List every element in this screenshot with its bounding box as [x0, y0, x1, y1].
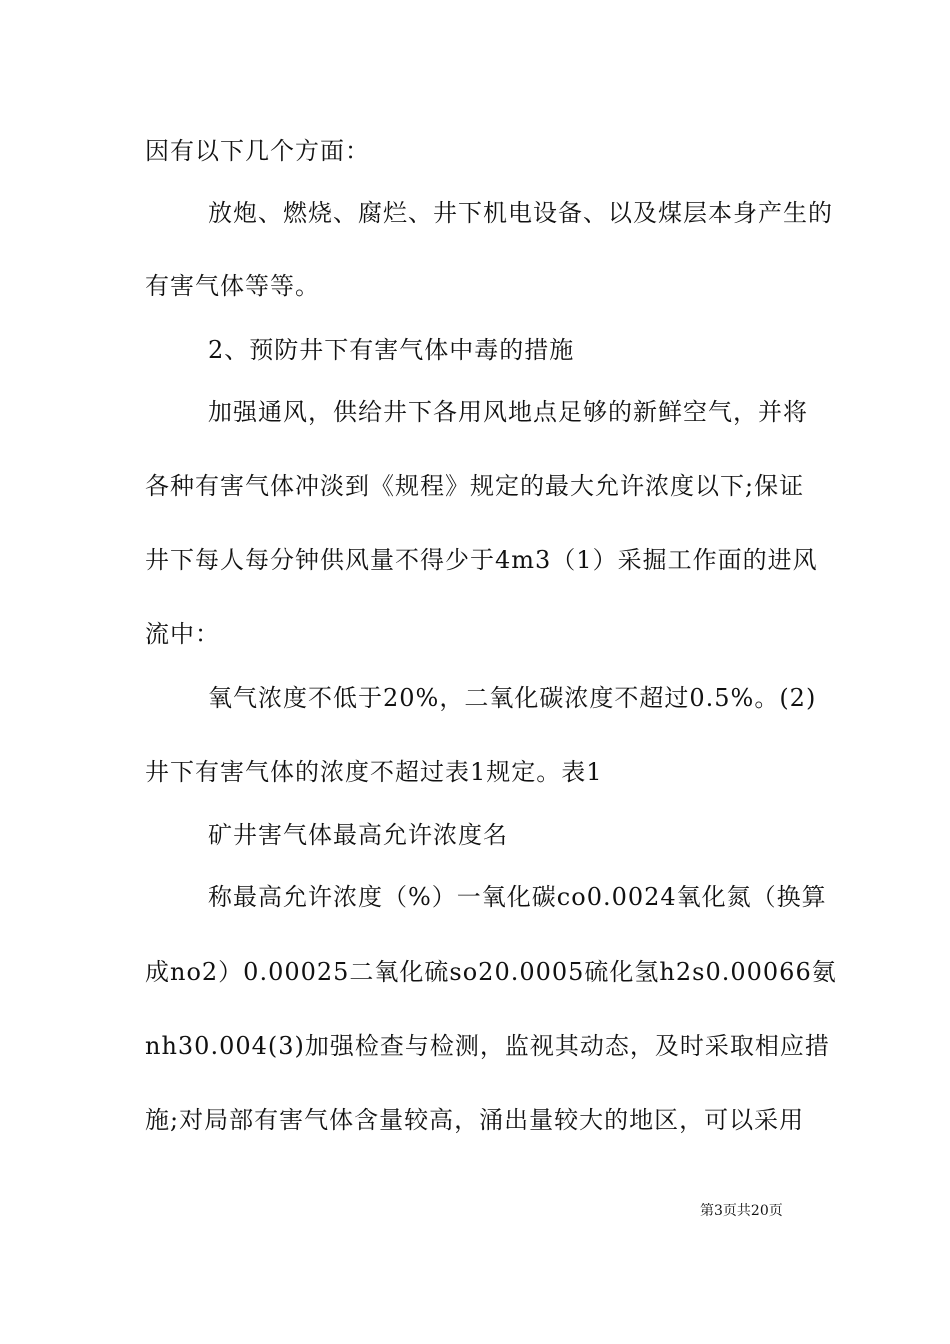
text-line-ventilation: 加强通风，供给井下各用风地点足够的新鲜空气，并将 — [208, 398, 808, 426]
text-line-table-data: 称最高允许浓度（%）一氧化碳co0.0024氧化氮（换算 — [208, 883, 827, 911]
page-number: 第3页共20页 — [700, 1203, 783, 1219]
text-line-sources: 放炮、燃烧、腐烂、井下机电设备、以及煤层本身产生的 — [208, 199, 833, 227]
text-line-table-data-3: nh30.004(3)加强检查与检测，监视其动态，及时采取相应措 — [145, 1032, 830, 1060]
text-line-oxygen-2: 井下有害气体的浓度不超过表1规定。表1 — [145, 758, 603, 786]
text-line-ventilation-2: 各种有害气体冲淡到《规程》规定的最大允许浓度以下;保证 — [145, 472, 805, 500]
text-line-sources-end: 有害气体等等。 — [145, 272, 320, 300]
text-line-continuation: 因有以下几个方面： — [145, 137, 370, 165]
text-line-ventilation-4: 流中： — [145, 620, 220, 648]
text-line-table-data-4: 施;对局部有害气体含量较高，涌出量较大的地区，可以采用 — [145, 1106, 805, 1134]
table-caption: 矿井害气体最高允许浓度名 — [208, 821, 508, 849]
text-line-table-data-2: 成no2）0.00025二氧化硫so20.0005硫化氢h2s0.00066氨 — [145, 958, 837, 986]
text-line-ventilation-3: 井下每人每分钟供风量不得少于4m3（1）采掘工作面的进风 — [145, 546, 818, 574]
text-line-oxygen: 氧气浓度不低于20%，二氧化碳浓度不超过0.5%。(2) — [208, 684, 817, 712]
section-heading: 2、预防井下有害气体中毒的措施 — [208, 336, 575, 364]
